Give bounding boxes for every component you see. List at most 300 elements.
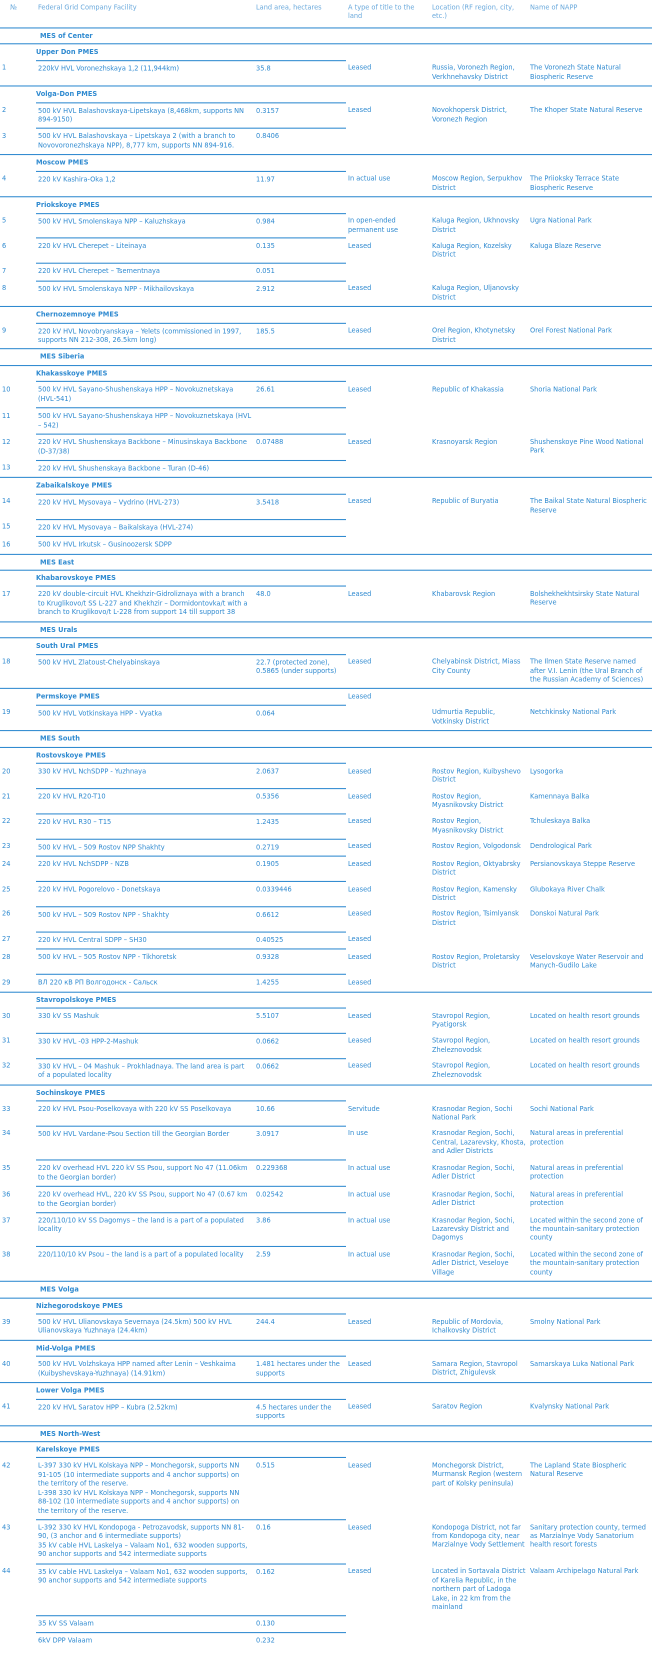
row-number: 38 [2,1249,11,1259]
facility-name: 220 kV HVL Cherepet – Tsementnaya [36,264,254,281]
napp-name: Located within the second zone of the mountain-sanitary protection county [530,1249,643,1277]
table-row [0,1186,652,1212]
mes-section-row [0,622,652,638]
row-number: 6 [2,241,7,250]
table-row [0,60,652,86]
pmes-title-type [346,365,430,381]
napp-name: Dendrological Park [530,842,592,851]
location [430,537,528,554]
land-area: 5.5107 [254,1008,346,1033]
land-area: 3.86 [254,1213,346,1247]
pmes-section-title: Volga-Don PMES [36,86,346,102]
facility-name: 500 kV HVL – 509 Rostov NPP - Shakhty [36,907,254,932]
table-row [0,434,652,460]
title-type [346,408,430,434]
location: Rostov Region, Kamensky District [432,884,517,903]
table-row [0,1633,652,1650]
table-row [0,839,652,856]
location: Kaluga Region, Ukhnovsky District [432,216,520,234]
row-number [0,1616,36,1633]
land-area: 3.0917 [254,1126,346,1160]
pmes-spacer [0,44,36,60]
table-row [0,1126,652,1160]
row-number: 20 [2,766,11,776]
table-row [0,789,652,814]
row-number: 2 [2,105,7,115]
pmes-filler [430,689,652,705]
location: Monchegorsk District, Murmansk Region (western part of Kolsky peninsula) [432,1461,522,1488]
title-type: Leased [348,589,372,599]
facility-name: 500 kV HVL Balashovskaya-Lipetskaya (8,468km, supports NN 894-9150) [36,102,254,128]
pmes-spacer [0,155,36,171]
pmes-filler [430,1383,652,1399]
location: Chelyabinsk District, Miass City County [432,657,521,675]
title-type: Leased [348,935,372,944]
pmes-section-row [0,1298,652,1314]
napp-name: Kvalynsky National Park [530,1402,610,1411]
pmes-section-row [0,365,652,381]
title-type: Leased [348,952,372,961]
land-area: 0.984 [254,213,346,238]
pmes-spacer [0,1340,36,1356]
pmes-filler [430,747,652,763]
facility-name: 220 kV Kashira-Oka 1,2 [36,171,254,197]
pmes-title-type [346,1383,430,1399]
title-type: Leased [348,766,372,776]
location: Moscow Region, Serpukhov District [432,174,523,192]
pmes-section-title: Khabarovskoye PMES [36,570,346,586]
pmes-title-type [346,155,430,171]
land-area: 0.5356 [254,789,346,814]
napp-name: Valaam Archipelago Natural Park [530,1566,639,1576]
location: Russia, Voronezh Region, Verkhnehavsky District [432,63,515,81]
facility-name: 500 kV HVL Balashovskaya – Lipetskaya 2 (with a branch to Novovoronezhskaya NPP), 8,777 km, supports NN 894-916. [36,129,254,155]
napp-name [528,408,652,434]
mes-section-row [0,1281,652,1297]
land-area: 26.61 [254,382,346,408]
row-number: 17 [2,589,11,599]
row-number: 31 [2,1036,11,1045]
row-number: 35 [2,1163,11,1172]
pmes-title-type [346,638,430,654]
location: Kondopoga District, not far from Kondopoga city, near Marzialnye Vody Settlement [432,1522,525,1550]
pmes-section-title: Permskoye PMES [36,689,346,705]
pmes-title-type [346,570,430,586]
title-type: In actual use [348,1163,391,1172]
pmes-title-type [346,747,430,763]
pmes-title-type [346,1085,430,1101]
land-area: 1.2435 [254,814,346,839]
pmes-section-row [0,570,652,586]
pmes-spacer [0,478,36,494]
table-row [0,1160,652,1186]
land-area: 0.135 [254,238,346,263]
pmes-section-title: Karelskoye PMES [36,1442,346,1458]
napp-name [528,129,652,155]
title-type: Leased [348,977,372,987]
location: Rostov Region, Tsimlyansk District [432,909,519,928]
title-type: Leased [348,497,372,506]
title-type: Leased [348,1317,372,1326]
pmes-section-title: Zabaikalskoye PMES [36,478,346,494]
location: Saratov Region [432,1402,483,1411]
facility-name: 220 kV overhead HVL 220 kV SS Psou, support No 47 (11.06km to the Georgian border) [36,1160,254,1186]
table-row [0,949,652,974]
row-number: 12 [2,437,11,446]
row-number: 40 [2,1359,11,1369]
pmes-title-type [346,992,430,1008]
facility-name: 220 kV HVL Psou-Poselkovaya with 220 kV SS Poselkovaya [36,1101,254,1126]
title-type: Leased [348,1011,372,1020]
pmes-filler [430,1298,652,1314]
title-type: Leased [348,842,372,851]
napp-name: The Ilmen State Reserve named after V.I. Lenin (the Ural Branch of the Russian Academy of Sciences) [530,657,644,684]
title-type: In actual use [348,174,391,183]
title-type: Leased [348,909,372,919]
mes-spacer [0,731,36,747]
land-area: 0.162 [254,1564,346,1616]
pmes-section-title: Sochinskoye PMES [36,1085,346,1101]
table-row [0,705,652,731]
table-row [0,654,652,689]
land-area: 0.229368 [254,1160,346,1186]
pmes-filler [430,86,652,102]
pmes-title-type [346,1442,430,1458]
mes-section-title: MES Volga [36,1281,652,1297]
row-number: 10 [2,384,11,394]
location: Samara Region, Stavropol District, Zhigulevsk [432,1359,518,1378]
mes-spacer [0,622,36,638]
land-area [254,537,346,554]
mes-section-row [0,349,652,365]
napp-name: Glubokaya River Chalk [530,884,605,894]
napp-name: Orel Forest National Park [530,326,612,335]
pmes-section-title: Lower Volga PMES [36,1383,346,1399]
location: Rostov Region, Oktyabrsky District [432,859,521,877]
facility-name: 330 kV HVL – 04 Mashuk – Prokhladnaya. The land area is part of a populated locality [36,1058,254,1084]
napp-name: Kaluga Blaze Reserve [530,241,602,250]
table-row [0,494,652,519]
row-number: 36 [2,1189,11,1199]
pmes-title-type [346,1340,430,1356]
facility-name: 220 kV double-circuit HVL Khekhzir-Gidroliznaya with a branch to Kruglikovo/t SS L-227 and Khekhzir – Dormidontovka/t with a branch to Kruglikovo/t L-228 from support 14 till support 38 [36,587,254,622]
land-area: 0.1905 [254,856,346,881]
title-type: Leased [348,816,372,826]
table-row [0,519,652,536]
land-area: 0.0339446 [254,882,346,907]
pmes-spacer [0,1442,36,1458]
facility-name: 330 kV HVL -03 HPP-2-Mashuk [36,1033,254,1058]
pmes-spacer [0,689,36,705]
table-row [0,763,652,788]
napp-name: Sochi National Park [530,1104,594,1113]
pmes-section-row [0,747,652,763]
facility-name: 220 kV HVL Cherepet – Liteinaya [36,238,254,263]
table-row [0,587,652,622]
location [430,460,528,477]
pmes-filler [430,1085,652,1101]
location: Krasnodar Region, Sochi, Adler District [432,1163,515,1181]
location: Located in Sortavala District of Karelia Republic, in the northern part of Ladoga Lake, in 22 km from the mainland [432,1566,526,1611]
pmes-section-row [0,44,652,60]
title-type: Leased [348,63,372,73]
pmes-spacer [0,992,36,1008]
facility-name: 500 kV HVL Ulianovskaya Severnaya (24.5km) 500 kV HVL Ulianovskaya Yuzhnaya (24.4km) [36,1314,254,1340]
facility-name: 220 kV HVL Central SDPP – SH30 [36,932,254,949]
title-type: Leased [348,105,372,115]
title-type [346,1616,430,1633]
header-facility: Federal Grid Company Facility [36,0,254,28]
table-row [0,1247,652,1282]
napp-name: Donskoi Natural Park [530,909,599,919]
title-type: Leased [348,1036,372,1045]
facility-name: 220 kV HVL Shushenskaya Backbone – Turan (D-46) [36,460,254,477]
header-napp: Name of NAPP [528,0,652,28]
pmes-filler [430,992,652,1008]
land-area: 2.59 [254,1247,346,1282]
title-type [346,264,430,281]
title-type [346,1633,430,1650]
location: Krasnodar Region, Sochi National Park [432,1104,513,1122]
pmes-filler [430,1442,652,1458]
table-row [0,1357,652,1383]
mes-spacer [0,554,36,570]
napp-name: Bolshekhekhtsirsky State Natural Reserve [530,589,640,608]
facility-name: 220/110/10 kV Psou – the land is a part of a populated locality [36,1247,254,1282]
header-location: Location (RF region, city, etc.) [430,0,528,28]
land-area: 0.064 [254,705,346,731]
title-type: Servitude [348,1104,380,1113]
land-area: 10.66 [254,1101,346,1126]
title-type: In actual use [348,1189,391,1199]
table-row [0,1564,652,1616]
table-row [0,932,652,949]
title-type: Leased [348,437,372,446]
land-area: 0.02542 [254,1186,346,1212]
napp-name: Persianovskaya Steppe Reserve [530,859,636,868]
napp-name: Natural areas in preferential protection [530,1163,624,1181]
pmes-title-type [346,307,430,323]
location: Krasnodar Region, Sochi, Adler District [432,1189,515,1207]
land-area: 0.515 [254,1458,346,1520]
pmes-filler [430,155,652,171]
row-number: 41 [2,1402,11,1411]
title-type: In use [348,1129,368,1138]
location: Udmurtia Republic, Votkinsky District [432,708,496,726]
facility-name: 500 kV HVL – 509 Rostov NPP Shakhty [36,839,254,856]
land-area [254,460,346,477]
location [430,129,528,155]
mes-section-title: MES Siberia [36,349,652,365]
facility-name: 6kV DPP Valaam [36,1633,254,1650]
land-area: 0.8406 [254,129,346,155]
header-title-type: A type of title to the land [346,0,430,28]
table-row [0,102,652,128]
row-number: 8 [2,284,7,293]
title-type [346,460,430,477]
location: Kaluga Region, Kozelsky District [432,241,512,259]
land-area [254,519,346,536]
title-type: Leased [348,859,372,868]
row-number: 27 [2,935,11,944]
mes-section-title: MES South [36,731,652,747]
pmes-section-title: Mid-Volga PMES [36,1340,346,1356]
table-row [0,814,652,839]
napp-name: Shushenskoye Pine Wood National Park [530,437,644,455]
napp-name: Ugra National Park [530,216,592,225]
napp-name [528,460,652,477]
row-number: 25 [2,884,11,894]
land-area: 1.4255 [254,974,346,991]
row-number: 5 [2,216,7,225]
row-number: 9 [2,326,7,335]
table-row [0,1008,652,1033]
facility-name: 220 kV HVL R20-T10 [36,789,254,814]
napp-name: Samarskaya Luka National Park [530,1359,635,1369]
location: Rostov Region, Kuibyshevo District [432,766,521,784]
mes-section-row [0,1425,652,1441]
pmes-section-title: Nizhegorodskoye PMES [36,1298,346,1314]
header-land-area: Land area, hectares [254,0,346,28]
napp-name: Natural areas in preferential protection [530,1129,624,1147]
pmes-spacer [0,1085,36,1101]
napp-name [528,537,652,554]
location: Rostov Region, Proletarsky District [432,952,520,970]
mes-section-row [0,731,652,747]
facility-name: 220 kV HVL Mysovaya – Baikalskaya (HVL-274) [36,519,254,536]
facility-name: 500 kV HVL Zlatoust-Chelyabinskaya [36,654,254,689]
row-number: 18 [2,657,11,666]
napp-name: Located on health resort grounds [530,1061,640,1071]
location [430,932,528,949]
table-row [0,213,652,238]
row-number: 30 [2,1011,11,1020]
mes-spacer [0,349,36,365]
land-area: 0.16 [254,1520,346,1564]
title-type: Leased [348,791,372,801]
pmes-section-title: Chernozemnoye PMES [36,307,346,323]
row-number: 33 [2,1104,11,1113]
pmes-title-type: Leased [346,689,430,705]
facility-name: 220 kV HVL Saratov HPP – Kubra (2.52km) [36,1399,254,1425]
location: Republic of Khakassia [432,384,504,394]
row-number: 11 [2,411,11,420]
table-row [0,264,652,281]
title-type [346,705,430,731]
facility-name: 500 kV HVL Smolenskaya NPP – Kaluzhskaya [36,213,254,238]
location: Stavropol Region, Zheleznovodsk [432,1036,491,1054]
napp-name: Smolny National Park [530,1317,601,1326]
pmes-section-row [0,86,652,102]
land-area: 0.3157 [254,102,346,128]
land-area: 48.0 [254,587,346,622]
table-header [0,0,652,28]
land-area: 11.97 [254,171,346,197]
mes-spacer [0,1425,36,1441]
row-number: 22 [2,816,11,826]
napp-name: Shoria National Park [530,384,597,394]
napp-name: Located within the second zone of the mountain-sanitary protection county [530,1215,643,1243]
napp-name: Veselovskoye Water Reservoir and Manych-Gudilo Lake [530,952,644,970]
land-area: 0.2719 [254,839,346,856]
pmes-section-title: Rostovskoye PMES [36,747,346,763]
location [430,408,528,434]
pmes-filler [430,638,652,654]
title-type: Leased [348,1461,372,1470]
facility-name: 330 kV HVL NchSDPP - Yuzhnaya [36,763,254,788]
napp-name: Natural areas in preferential protection [530,1189,624,1207]
facility-name: 220 kV HVL Novobryanskaya – Yelets (commissioned in 1997, supports NN 212-308, 26.5km long) [36,323,254,349]
mes-section-title: MES Urals [36,622,652,638]
mes-section-title: MES North-West [36,1425,652,1441]
pmes-section-row [0,155,652,171]
table-row [0,1101,652,1126]
facility-name: 500 kV HVL Vardane-Psou Section till the Georgian Border [36,1126,254,1160]
land-area: 22.7 (protected zone), 0.5865 (under supports) [254,654,346,689]
mes-section-row [0,554,652,570]
pmes-filler [430,478,652,494]
row-number: 19 [2,708,11,717]
napp-name: Netchkinsky National Park [530,708,617,717]
row-number: 24 [2,859,11,868]
land-area: 0.6612 [254,907,346,932]
title-type: Leased [348,657,372,666]
table-row [0,1058,652,1084]
napp-name: Kamennaya Balka [530,791,590,801]
row-number: 32 [2,1061,11,1071]
pmes-section-row [0,689,652,705]
table-row [0,1033,652,1058]
pmes-section-row [0,1085,652,1101]
facility-name: 220 kV overhead HVL, 220 kV SS Psou, support No 47 (0.67 km to the Georgian border) [36,1186,254,1212]
land-area: 4.5 hectares under the supports [254,1399,346,1425]
pmes-spacer [0,1383,36,1399]
title-type: In actual use [348,1249,391,1259]
row-number: 21 [2,791,11,801]
location: Orel Region, Khotynetsky District [432,326,516,344]
table-row [0,537,652,554]
mes-spacer [0,1281,36,1297]
row-number: 37 [2,1215,11,1225]
facility-name: 500 kV HVL Sayano-Shushenskaya HPP – Novokuznetskaya (HVL-541) [36,382,254,408]
pmes-title-type [346,478,430,494]
mes-section-title: MES East [36,554,652,570]
pmes-title-type [346,86,430,102]
facility-name: 220/110/10 kV SS Dagomys – the land is a part of a populated locality [36,1213,254,1247]
facility-name: 220 kV HVL Mysovaya – Vydrino (HVL-273) [36,494,254,519]
table-row [0,460,652,477]
row-number [0,1633,36,1650]
row-number: 42 [2,1461,11,1470]
title-type: Leased [348,1359,372,1369]
land-area [254,408,346,434]
pmes-title-type [346,197,430,213]
land-area: 0.0662 [254,1058,346,1084]
facility-name: 500 kV HVL Sayano-Shushenskaya HPP – Novokuznetskaya (HVL – 542) [36,408,254,434]
location: Stavropol Region, Pyatigorsk [432,1011,491,1029]
title-type: Leased [348,1402,372,1411]
table-row [0,856,652,881]
facility-name: L-392 330 kV HVL Kondopoga - Petrozavodsk, supports NN 81-90, (3 anchor and 6 intermediate supports) 35 kV cable HVL Laskelya – Valaam No1, 632 wooden supports, 90 anchor supports and 542 intermediate supports [36,1520,254,1564]
table-row [0,323,652,349]
facility-name: 500 kV HVL – 505 Rostov NPP - Tikhoretsk [36,949,254,974]
row-number: 28 [2,952,11,961]
row-number: 15 [2,522,11,531]
location [430,1616,528,1633]
location: Kaluga Region, Uljanovsky District [432,284,519,302]
pmes-section-row [0,1340,652,1356]
pmes-section-row [0,992,652,1008]
